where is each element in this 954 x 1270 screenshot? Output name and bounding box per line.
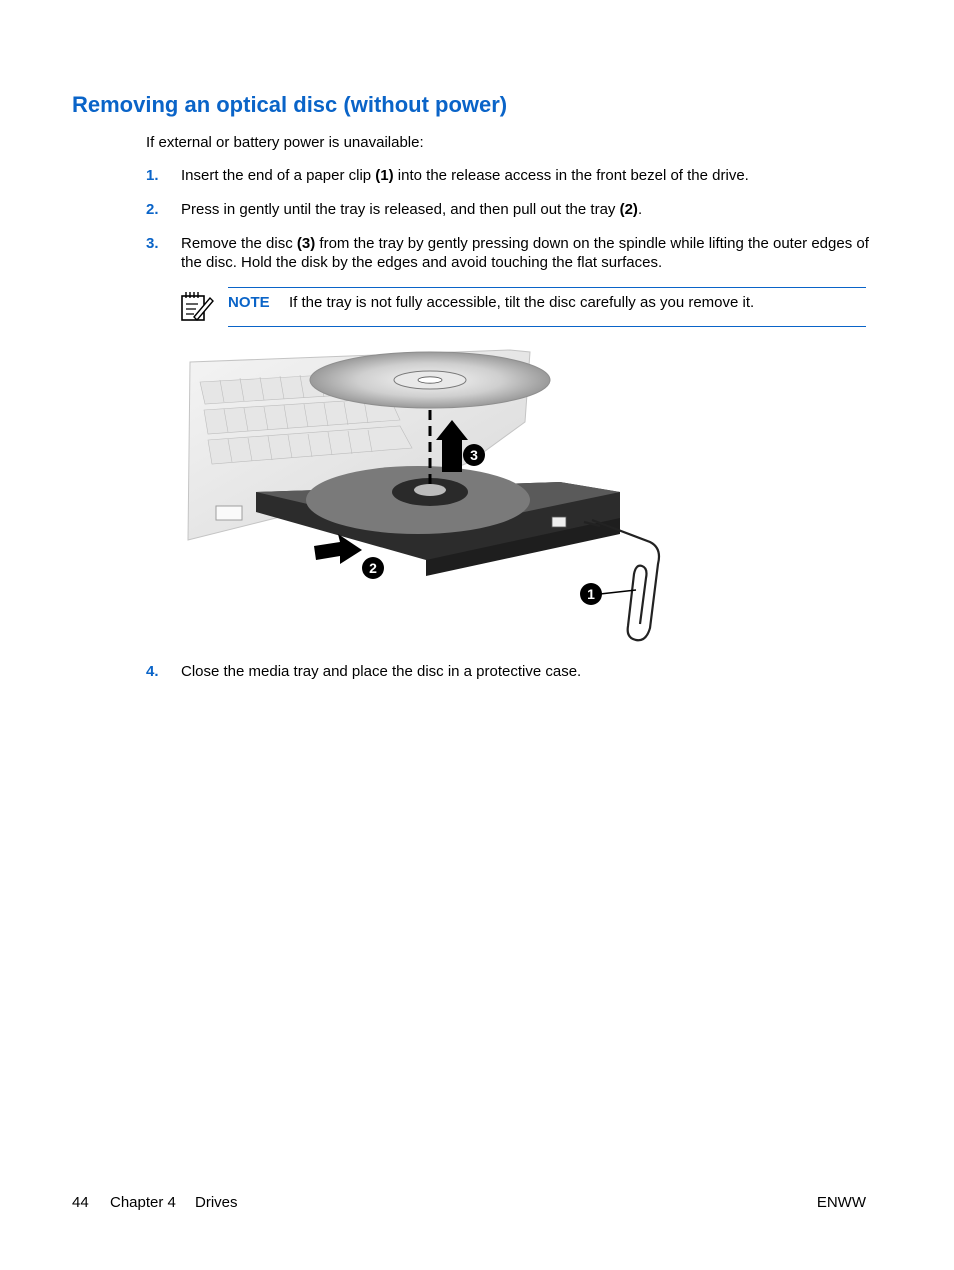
page-title: Removing an optical disc (without power) — [72, 92, 508, 117]
step-text: Close the media tray and place the disc in a protective case. — [181, 663, 582, 680]
step-text: Insert the end of a paper clip (1) into the release access in the front bezel of the drive. — [181, 167, 749, 184]
step-text: Remove the disc (3) from the tray by gently pressing down on the spindle while lifting the outer edges of the disc. Hold the disk by the edges and avoid touching the flat surfaces. — [181, 235, 869, 271]
footer-chapter: Chapter 4 — [110, 1194, 176, 1211]
note-box — [228, 287, 866, 327]
footer-section: Drives — [195, 1194, 238, 1211]
callout-3: 3 — [463, 444, 485, 466]
step-text: Press in gently until the tray is released, and then pull out the tray (2). — [181, 201, 643, 218]
note-pad-icon — [180, 290, 214, 322]
note-text: If the tray is not fully accessible, tilt the disc carefully as you remove it. — [289, 294, 755, 311]
step-number: 4. — [146, 663, 159, 680]
intro-text: If external or battery power is unavailable: — [146, 134, 424, 151]
callout-2: 2 — [362, 557, 384, 579]
step-number: 2. — [146, 201, 159, 218]
step-number: 3. — [146, 235, 159, 252]
footer-code: ENWW — [816, 1194, 866, 1211]
callout-1: 1 — [580, 583, 602, 605]
step-number: 1. — [146, 167, 159, 184]
note-label: NOTE — [228, 294, 270, 311]
footer-page-number: 44 — [72, 1194, 89, 1211]
